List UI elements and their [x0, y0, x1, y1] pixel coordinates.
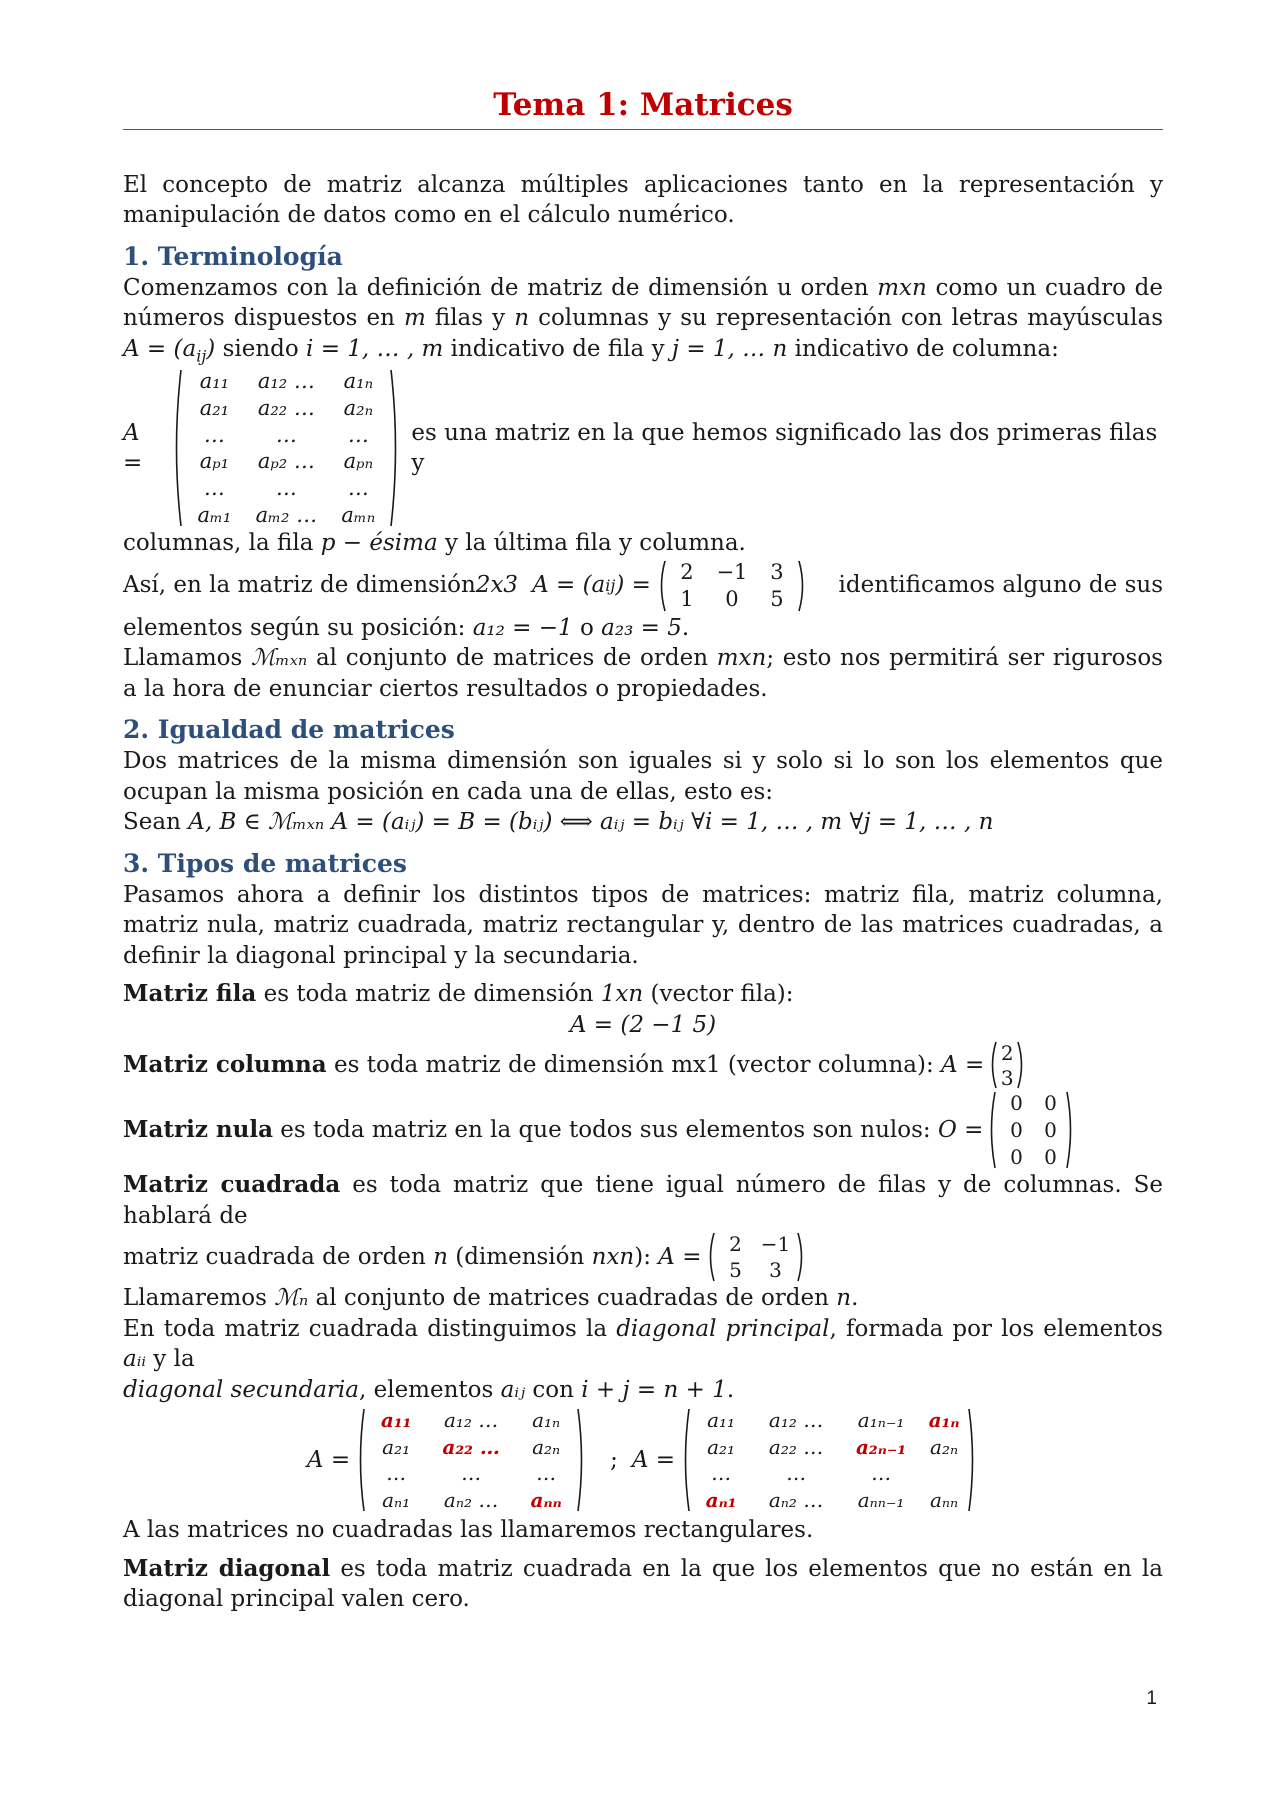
- diagonal-matrices-row: A = a₁₁ a₁₂ … a₁ₙ a₂₁ a₂₂ … a₂ₙ … … … aₙ₁ aₙ₂ … aₙₙ ; A = a₁₁ a₁₂ … a₁ₙ₋₁ a₁ₙ a₂₁ a₂₂ … a₂ₙ₋₁ a₂ₙ … … … aₙ₁ aₙ₂ … aₙₙ₋₁ aₙₙ: [123, 1407, 1163, 1513]
- rectangular-paragraph: A las matrices no cuadradas las llamaremos rectangulares.: [123, 1517, 814, 1543]
- general-matrix-cells: a₁₁ a₁₂ … a₁ₙ a₂₁ a₂₂ … a₂ₙ … … … aₚ₁ aₚ₂ … aₚₙ … … … aₘ₁ aₘ₂ … aₘₙ: [197, 369, 376, 527]
- general-matrix: [171, 368, 401, 528]
- igualdad-formula: Sean A, B ∈ ℳₘₓₙ A = (aᵢⱼ) = B = (bᵢⱼ) ⟺ aᵢⱼ = bᵢⱼ ∀i = 1, … , m ∀j = 1, … , n: [123, 809, 994, 835]
- example-matrix-2x3: 2 −1 3 1 0 5: [657, 559, 807, 613]
- page-number: 1: [1146, 1688, 1157, 1709]
- p-esima-paragraph: columnas, la fila p − ésima y la última fila y columna.: [123, 530, 746, 556]
- column-matrix: 2 3: [988, 1040, 1026, 1090]
- matriz-nula-row: Matriz nula es toda matriz en la que todos sus elementos son nulos: O = 0 0 0 0 0 0: [123, 1090, 1163, 1170]
- mn-paragraph: Llamaremos ℳₙ al conjunto de matrices cuadradas de orden n.: [123, 1285, 859, 1311]
- intro-paragraph: El concepto de matriz alcanza múltiples aplicaciones tanto en la representación y manipulación de datos como en el cálculo numérico.: [123, 171, 1163, 228]
- terminologia-paragraph: Comenzamos con la definición de matriz de dimensión u orden mxn como un cuadro de números dispuestos en m filas y n columnas y su representación con letras mayúsculas $A = (a_{ij})$ siendo i = 1, … , m indicativo de fila y j = 1, … n indicativo de columna:: [123, 274, 1163, 366]
- principal-diagonal-matrix: a₁₁ a₁₂ … a₁ₙ a₂₁ a₂₂ … a₂ₙ … … … aₙ₁ aₙ₂ … aₙₙ: [356, 1407, 586, 1513]
- element-position-paragraph: elementos según su posición: a₁₂ = −1 o a₂₃ = 5.: [123, 614, 690, 641]
- mmxn-paragraph: Llamamos ℳₘₓₙ al conjunto de matrices de orden mxn; esto nos permitirá ser rigurosos a la hora de enunciar ciertos resultados o propiedades.: [123, 645, 1163, 702]
- igualdad-paragraph: Dos matrices de la misma dimensión son iguales si y solo si lo son los elementos que ocupan la misma posición en cada una de ellas, esto es:: [123, 748, 1163, 805]
- diagonal-paragraph: En toda matriz cuadrada distinguimos la diagonal principal, formada por los elementos aᵢᵢ y la diagonal secundaria, elementos aᵢⱼ con i + j = n + 1.: [123, 1315, 1163, 1403]
- matriz-fila-example: A = (2 −1 5): [569, 1011, 717, 1038]
- square-matrix: 2 −1 5 3: [706, 1231, 806, 1283]
- matriz-fila-paragraph: Matriz fila es toda matriz de dimensión 1xn (vector fila):: [123, 980, 794, 1007]
- matriz-cuadrada-row: matriz cuadrada de orden n (dimensión nxn ): A = 2 −1 5 3: [123, 1231, 1163, 1283]
- section-heading-terminologia: 1. Terminología: [123, 241, 343, 271]
- section-heading-igualdad: 2. Igualdad de matrices: [123, 715, 455, 744]
- matriz-cuadrada-paragraph: Matriz cuadrada es toda matriz que tiene igual número de filas y de columnas. Se hablará de: [123, 1171, 1163, 1229]
- tipos-paragraph: Pasamos ahora a definir los distintos tipos de matrices: matriz fila, matriz columna, matriz nula, matriz cuadrada, matriz rectangular y, dentro de las matrices cuadradas, a definir la diagonal principal y la secundaria.: [123, 881, 1163, 969]
- general-matrix-description: es una matriz en la que hemos significado las dos primeras filas y: [411, 419, 1158, 476]
- example-matrix-row: Así, en la matriz de dimensión 2x3 A = (a ij ) = 2 −1 3 1 0 5 identificamos alguno de sus: [123, 560, 1163, 611]
- matriz-columna-row: Matriz columna es toda matriz de dimensión mx1 (vector columna): A = 2 3: [123, 1040, 1163, 1090]
- matriz-diagonal-paragraph: Matriz diagonal es toda matriz cuadrada en la que los elementos que no están en la diagonal principal valen cero.: [123, 1554, 1163, 1612]
- document-content: [123, 87, 1163, 1615]
- general-matrix-label: A =: [123, 419, 143, 476]
- null-matrix: 0 0 0 0 0 0: [987, 1090, 1075, 1170]
- section-heading-tipos: 3. Tipos de matrices: [123, 848, 407, 878]
- page-title: Tema 1: Matrices: [123, 90, 1163, 130]
- right-paren: [389, 368, 401, 528]
- general-matrix-row: [123, 368, 1163, 528]
- secondary-diagonal-matrix: a₁₁ a₁₂ … a₁ₙ₋₁ a₁ₙ a₂₁ a₂₂ … a₂ₙ₋₁ a₂ₙ … … … aₙ₁ aₙ₂ … aₙₙ₋₁ aₙₙ: [681, 1407, 977, 1513]
- left-paren: [171, 368, 183, 528]
